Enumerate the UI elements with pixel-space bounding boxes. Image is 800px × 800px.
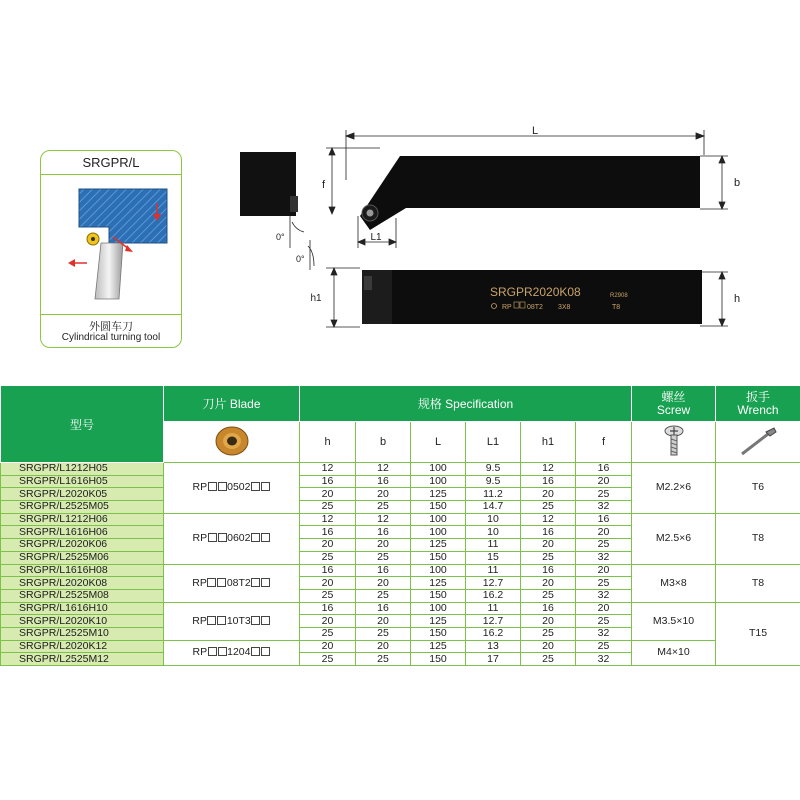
dim-b-label: b (734, 177, 741, 189)
table-row (1, 463, 800, 476)
spec-cell: 16 (521, 526, 576, 539)
spec-cell: 20 (300, 488, 356, 501)
spec-cell: 20 (576, 475, 632, 488)
blade-prefix: RP (192, 481, 208, 494)
spec-cell: 16 (521, 564, 576, 577)
placeholder-box (207, 616, 216, 625)
angle-label-upper: 0° (276, 232, 285, 242)
spec-cell: 16 (300, 564, 356, 577)
blade-cell (164, 463, 300, 514)
screw-image-cell (632, 422, 716, 463)
spec-cell: 11 (466, 564, 521, 577)
wrench-cell: T8 (716, 564, 800, 602)
spec-cell: 11.2 (466, 488, 521, 501)
header-blade: 刀片 Blade (164, 386, 300, 422)
spec-cell: 32 (576, 551, 632, 564)
model-cell: SRGPR/L2020K06 (1, 539, 164, 552)
spec-cell: 125 (411, 640, 466, 653)
blade-prefix: RP (192, 576, 207, 589)
spec-cell: 25 (300, 501, 356, 514)
spec-cell: 16 (356, 475, 411, 488)
screw-cell: M2.2×6 (632, 463, 716, 514)
spec-cell: 20 (576, 564, 632, 577)
col-h1: h1 (521, 422, 576, 463)
spec-cell: 20 (521, 640, 576, 653)
col-b: b (356, 422, 411, 463)
model-cell: SRGPR/L2525M10 (1, 627, 164, 640)
table-row (1, 513, 800, 526)
dim-L1-label: L1 (370, 232, 382, 243)
header-specification: 规格 Specification (300, 386, 632, 422)
spec-cell: 9.5 (466, 475, 521, 488)
spec-cell: 12 (300, 513, 356, 526)
col-L1: L1 (466, 422, 521, 463)
placeholder-box (261, 533, 270, 542)
spec-cell: 100 (411, 564, 466, 577)
spec-cell: 15 (466, 551, 521, 564)
spec-cell: 16.2 (466, 589, 521, 602)
spec-cell: 16 (356, 564, 411, 577)
spec-cell: 125 (411, 539, 466, 552)
wrench-cell: T8 (716, 513, 800, 564)
col-f: f (576, 422, 632, 463)
table-row (1, 564, 800, 577)
spec-cell: 32 (576, 627, 632, 640)
header-model: 型号 (1, 386, 164, 463)
wrench-cell: T15 (716, 602, 800, 665)
placeholder-box (251, 616, 260, 625)
spec-cell: 32 (576, 653, 632, 666)
spec-cell: 25 (521, 501, 576, 514)
placeholder-box (217, 616, 226, 625)
dim-h1-label: h1 (310, 293, 322, 304)
screw-cell: M2.5×6 (632, 513, 716, 564)
spec-cell: 12 (300, 463, 356, 476)
placeholder-box (217, 578, 226, 587)
spec-cell: 125 (411, 577, 466, 590)
insert-image-cell (164, 422, 300, 463)
spec-cell: 25 (576, 640, 632, 653)
spec-cell: 25 (356, 501, 411, 514)
blade-code: 10T3 (226, 614, 251, 627)
spec-cell: 150 (411, 501, 466, 514)
spec-cell: 125 (411, 488, 466, 501)
dim-L-label: L (531, 125, 539, 137)
spec-cell: 12.7 (466, 615, 521, 628)
spec-cell: 150 (411, 589, 466, 602)
model-cell: SRGPR/L2525M08 (1, 589, 164, 602)
model-cell: SRGPR/L1212H06 (1, 513, 164, 526)
turning-illustration (49, 181, 173, 301)
spec-cell: 125 (411, 615, 466, 628)
screw-cell: M4×10 (632, 640, 716, 665)
blade-cell (164, 640, 300, 665)
spec-cell: 12 (521, 463, 576, 476)
spec-cell: 20 (356, 488, 411, 501)
spec-cell: 32 (576, 589, 632, 602)
model-cell: SRGPR/L2525M05 (1, 501, 164, 514)
spec-cell: 25 (521, 627, 576, 640)
spec-cell: 9.5 (466, 463, 521, 476)
spec-cell: 20 (356, 577, 411, 590)
spec-cell: 20 (300, 577, 356, 590)
spec-cell: 25 (576, 539, 632, 552)
blade-code: 08T2 (226, 576, 251, 589)
spec-cell: 16 (300, 602, 356, 615)
model-cell: SRGPR/L1616H08 (1, 564, 164, 577)
placeholder-box (207, 578, 216, 587)
blade-prefix: RP (192, 614, 207, 627)
spec-cell: 20 (300, 640, 356, 653)
placeholder-box (251, 533, 260, 542)
screw-cell: M3.5×10 (632, 602, 716, 640)
table-row (1, 602, 800, 615)
col-h: h (300, 422, 356, 463)
spec-cell: 13 (466, 640, 521, 653)
model-cell: SRGPR/L2525M06 (1, 551, 164, 564)
holder-marking-screw: 3X8 (558, 304, 571, 311)
spec-cell: 25 (300, 589, 356, 602)
spec-cell: 20 (300, 539, 356, 552)
spec-cell: 150 (411, 551, 466, 564)
spec-cell: 100 (411, 602, 466, 615)
spec-cell: 20 (521, 539, 576, 552)
spec-cell: 20 (300, 615, 356, 628)
spec-cell: 16 (300, 475, 356, 488)
spec-cell: 20 (521, 615, 576, 628)
holder-marking-wrench: T8 (612, 304, 621, 311)
angle-label-lower: 0° (296, 254, 305, 264)
blade-prefix: RP (192, 532, 208, 545)
holder-marking-insert-code: 08T2 (527, 304, 543, 311)
card-title: SRGPR/L (82, 155, 140, 170)
model-cell: SRGPR/L1212H05 (1, 463, 164, 476)
spec-cell: 16 (576, 463, 632, 476)
spec-table (0, 385, 800, 666)
spec-cell: 150 (411, 627, 466, 640)
spec-cell: 20 (576, 526, 632, 539)
blade-cell (164, 602, 300, 640)
blade-prefix: RP (192, 646, 208, 659)
spec-cell: 16 (576, 513, 632, 526)
spec-cell: 11 (466, 539, 521, 552)
spec-cell: 25 (521, 589, 576, 602)
spec-cell: 20 (356, 640, 411, 653)
model-cell: SRGPR/L1616H10 (1, 602, 164, 615)
spec-cell: 100 (411, 513, 466, 526)
spec-cell: 25 (300, 627, 356, 640)
spec-cell: 11 (466, 602, 521, 615)
header-screw: 螺丝 Screw (632, 386, 716, 422)
placeholder-box (218, 533, 227, 542)
spec-cell: 20 (356, 539, 411, 552)
spec-cell: 12.7 (466, 577, 521, 590)
spec-cell: 16 (356, 526, 411, 539)
spec-cell: 10 (466, 513, 521, 526)
spec-cell: 100 (411, 463, 466, 476)
placeholder-box (208, 533, 217, 542)
model-cell: SRGPR/L2525M12 (1, 653, 164, 666)
spec-cell: 32 (576, 501, 632, 514)
holder-marking-small: R2908 (610, 293, 628, 299)
col-L: L (411, 422, 466, 463)
model-cell: SRGPR/L2020K10 (1, 615, 164, 628)
blade-code: 0602 (227, 532, 251, 545)
spec-cell: 25 (576, 488, 632, 501)
placeholder-box (251, 578, 260, 587)
blade-cell (164, 564, 300, 602)
spec-cell: 25 (300, 653, 356, 666)
placeholder-box (218, 482, 227, 491)
spec-cell: 16.2 (466, 627, 521, 640)
placeholder-box (208, 482, 217, 491)
spec-cell: 100 (411, 526, 466, 539)
tool-type-card (40, 150, 182, 348)
caption-english: Cylindrical turning tool (61, 332, 161, 343)
wrench-cell: T6 (716, 463, 800, 514)
blade-code: 0502 (227, 481, 251, 494)
spec-cell: 25 (576, 577, 632, 590)
spec-cell: 10 (466, 526, 521, 539)
blade-code: 1204 (227, 646, 251, 659)
round-insert-icon (212, 424, 252, 458)
placeholder-box (208, 647, 217, 656)
caption-chinese: 外圆车刀 (89, 321, 133, 333)
spec-cell: 12 (356, 513, 411, 526)
spec-cell: 100 (411, 475, 466, 488)
blade-cell (164, 513, 300, 564)
spec-cell: 16 (521, 602, 576, 615)
spec-cell: 12 (356, 463, 411, 476)
dim-f-label: f (322, 179, 326, 191)
wrench-image-cell (716, 422, 800, 463)
spec-cell: 16 (356, 602, 411, 615)
spec-cell: 16 (521, 475, 576, 488)
spec-cell: 20 (521, 577, 576, 590)
placeholder-box (261, 647, 270, 656)
spec-cell: 25 (576, 615, 632, 628)
spec-cell: 25 (356, 653, 411, 666)
screw-icon (661, 424, 687, 458)
spec-cell: 16 (300, 526, 356, 539)
model-cell: SRGPR/L1616H05 (1, 475, 164, 488)
spec-cell: 25 (356, 589, 411, 602)
placeholder-box (218, 647, 227, 656)
table-row (1, 640, 800, 653)
model-cell: SRGPR/L2020K05 (1, 488, 164, 501)
spec-cell: 25 (521, 551, 576, 564)
placeholder-box (251, 482, 260, 491)
header-wrench: 扳手 Wrench (716, 386, 800, 422)
placeholder-box (261, 578, 270, 587)
holder-marking: SRGPR2020K08 (490, 285, 581, 299)
placeholder-box (261, 616, 270, 625)
placeholder-box (261, 482, 270, 491)
spec-cell: 17 (466, 653, 521, 666)
dim-h-label: h (734, 293, 741, 305)
spec-cell: 25 (300, 551, 356, 564)
wrench-icon (736, 424, 780, 458)
spec-cell: 25 (521, 653, 576, 666)
model-cell: SRGPR/L1616H06 (1, 526, 164, 539)
screw-cell: M3×8 (632, 564, 716, 602)
placeholder-box (251, 647, 260, 656)
spec-cell: 12 (521, 513, 576, 526)
spec-cell: 25 (356, 627, 411, 640)
tool-holder-drawing (230, 120, 770, 340)
spec-cell: 25 (356, 551, 411, 564)
spec-cell: 20 (521, 488, 576, 501)
spec-cell: 14.7 (466, 501, 521, 514)
spec-cell: 20 (356, 615, 411, 628)
card-divider (41, 174, 181, 175)
card-divider-bottom (41, 314, 181, 315)
model-cell: SRGPR/L2020K08 (1, 577, 164, 590)
holder-marking-insert: RP (502, 304, 512, 311)
spec-cell: 150 (411, 653, 466, 666)
spec-cell: 20 (576, 602, 632, 615)
model-cell: SRGPR/L2020K12 (1, 640, 164, 653)
